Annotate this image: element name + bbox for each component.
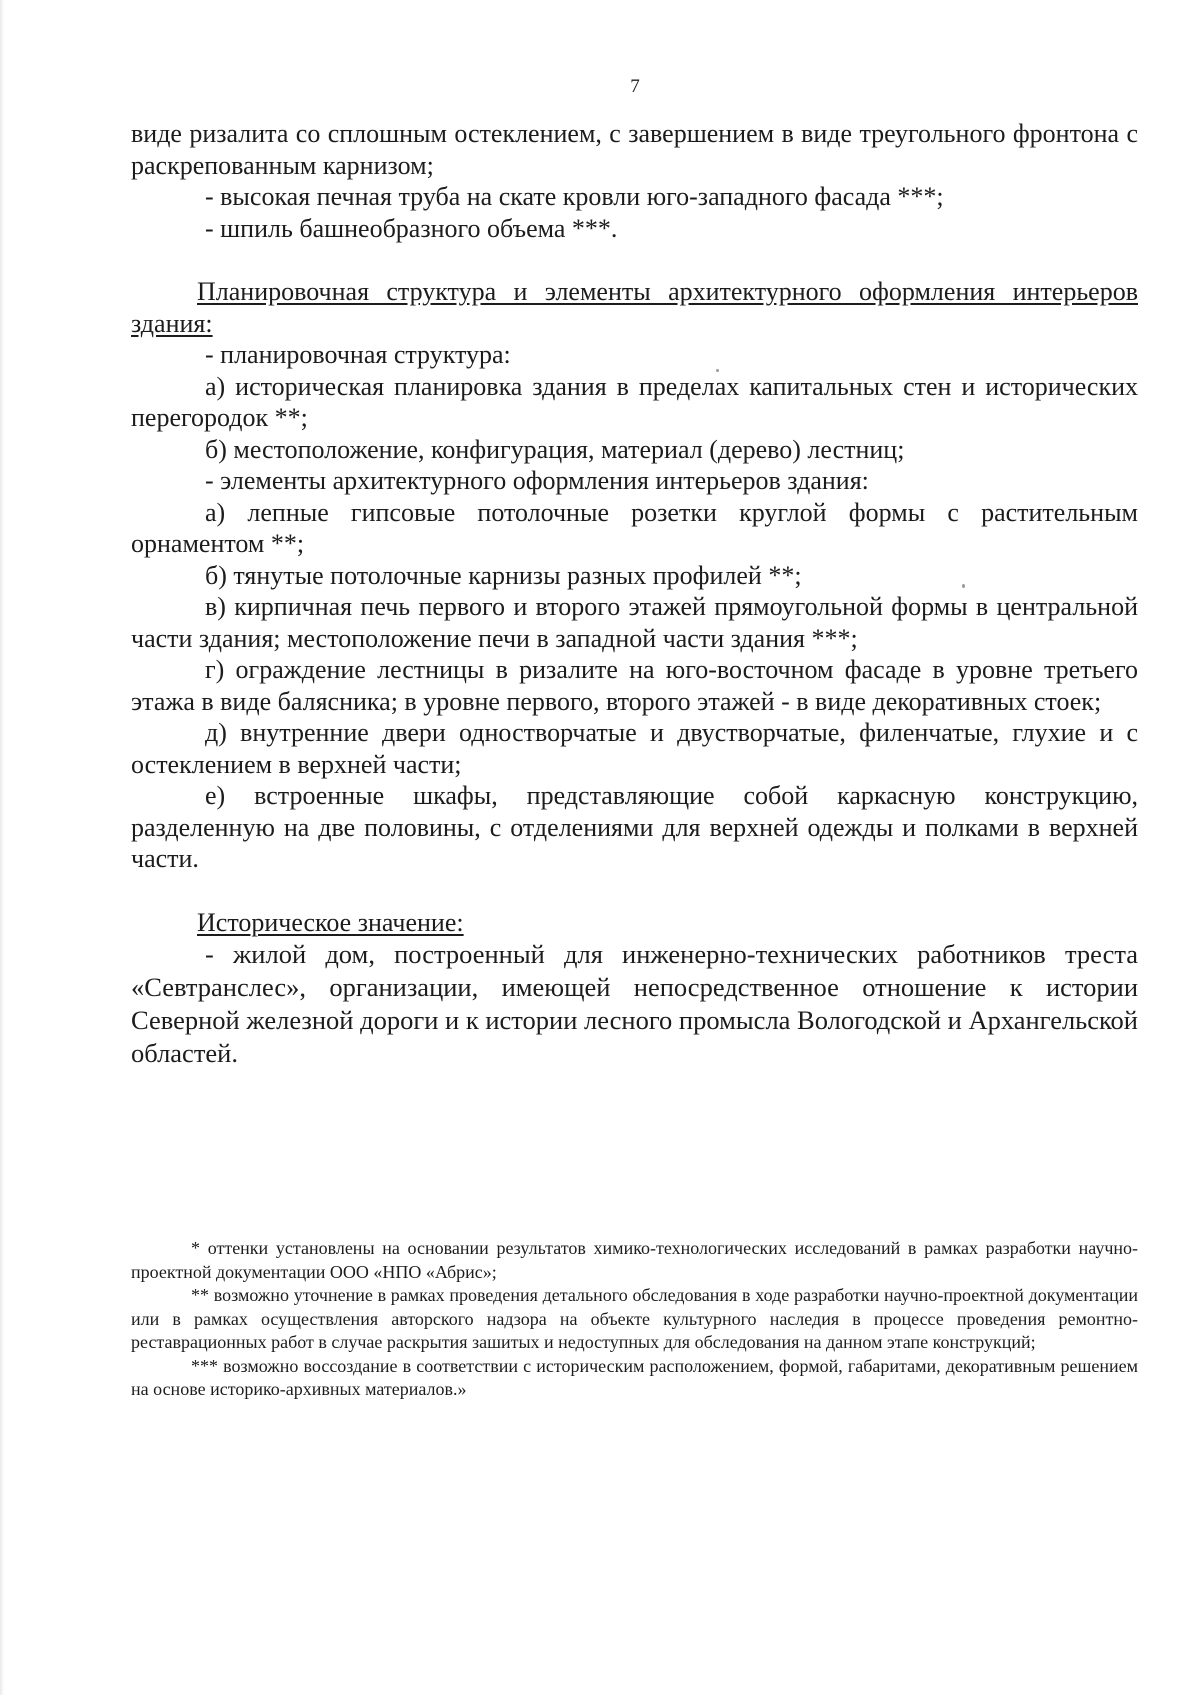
list-item-chimney: - высокая печная труба на скате кровли юго-западного фасада ***; [205, 182, 944, 211]
section-heading-planning: Планировочная структура и элементы архитектурного оформления интерьеров здания: [131, 277, 1138, 338]
section-heading-history: Историческое значение: [197, 907, 464, 937]
list-item-spire: - шпиль башнеобразного объема ***. [205, 213, 618, 243]
list-item-planning-structure: - планировочная структура: [205, 340, 511, 369]
scan-speck [716, 369, 719, 372]
list-item-stair-railing: г) ограждение лестницы в ризалите на юго-восточном фасаде в уровне третьего этажа в виде балясника; в уровне первого, второго этажей - в виде декоративных стоек; [131, 655, 1138, 716]
list-item-stairs: б) местоположение, конфигурация, материал (дерево) лестниц; [205, 434, 905, 464]
footnote-2: ** возможно уточнение в рамках проведения детального обследования в ходе разработки научно-проектной документации или в рамках осуществления авторского надзора на объекте культурного наследия в процессе проведения ремонтно-реставрационных работ в случае раскрытия зашитых и недоступных для обследования на данном этапе конструкций; [131, 1285, 1138, 1352]
list-item-interior-elements: - элементы архитектурного оформления интерьеров здания: [205, 466, 869, 495]
footnote-1: * оттенки установлены на основании результатов химико-технологических исследований в рамках разработки научно-проектной документации ООО «НПО «Абрис»; [131, 1238, 1138, 1282]
paragraph-historic-significance: - жилой дом, построенный для инженерно-технических работников треста «Севтранслес», организации, имеющей непосредственное отношение к истории Северной железной дороги и к истории лесного промысла Вологодской и Архангельской областей. [131, 939, 1138, 1068]
footnotes [131, 1237, 1138, 1402]
scan-edge [0, 0, 4, 1695]
list-item-doors: д) внутренние двери одностворчатые и двустворчатые, филенчатые, глухие и с остеклением в верхней части; [131, 718, 1138, 779]
list-item-stove: в) кирпичная печь первого и второго этажей прямоугольной формы в центральной части здания; местоположение печи в западной части здания ***; [131, 592, 1138, 653]
list-item-rosettes: а) лепные гипсовые потолочные розетки круглой формы с растительным орнаментом **; [131, 497, 1138, 558]
list-item-historic-layout: а) историческая планировка здания в пределах капитальных стен и исторических перегородок **; [131, 371, 1138, 432]
main-text [131, 118, 1138, 1070]
list-item-cornices: б) тянутые потолочные карнизы разных профилей **; [205, 560, 802, 590]
footnote-3: *** возможно воссоздание в соответствии с историческим расположением, формой, габаритами, декоративным решением на основе историко-архивных материалов.» [131, 1355, 1138, 1399]
scan-speck [962, 584, 965, 588]
paragraph-facade-end: виде ризалита со сплошным остеклением, с завершением в виде треугольного фронтона с раскрепованным карнизом; [131, 119, 1138, 180]
list-item-cabinets: е) встроенные шкафы, представляющие собой каркасную конструкцию, разделенную на две половины, с отделениями для верхней одежды и полками в верхней части. [131, 781, 1138, 873]
page-number: 7 [630, 76, 640, 97]
